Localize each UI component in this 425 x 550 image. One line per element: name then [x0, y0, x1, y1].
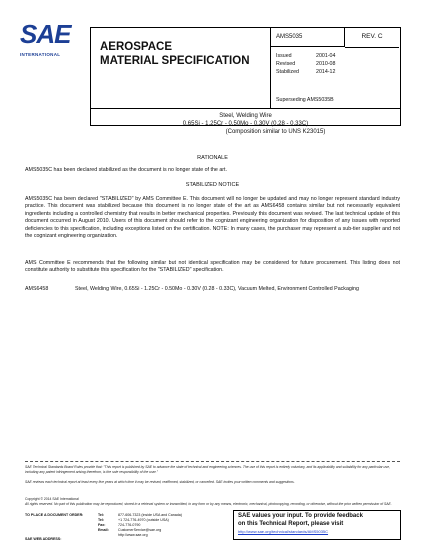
sae-logo — [20, 19, 71, 62]
reference-code: AMS6458 — [25, 286, 49, 292]
footer-divider — [25, 461, 400, 462]
contact-label: Tel: — [98, 513, 105, 517]
date-list — [276, 52, 335, 77]
reference-description: Steel, Welding Wire, 0.65Si - 1.25Cr - 0.50Mo - 0.30V (0.28 - 0.33C), Vacuum Melted, Environment Controlled Packaging — [75, 286, 359, 292]
stabilized-text: AMS5035C has been declared "STABILIZED" by AMS Committee E. This document will no longer be updated and may no longer represent standard industry practice. This document was stabilized because this document is no longer state of the art as AMS6458 contains similar but not necessarily equivalent ingredients including a controlled chemistry that results in better mechanical properties. Previously this document was revised. The last technical update of this document occurred in August 2010. Users of this document should refer to the cognizant engineering organization for disposition of any issues with reported deficiencies to this specification, including exceptions listed on the certification. NOTE: In many cases, the purchaser may represent a sub-tier supplier and not the cognizant engineering organization. — [25, 196, 400, 240]
date-row-stabilized — [276, 68, 335, 76]
date-value: 2014-12 — [316, 69, 336, 76]
copyright-notice: Copyright © 2014 SAE International — [25, 497, 79, 501]
contact-value[interactable]: CustomerService@sae.org — [118, 528, 162, 532]
title-line-1: AEROSPACE — [100, 41, 172, 53]
logo-wordmark: SAE — [20, 19, 71, 49]
recommendation-text: AMS Committee E recommends that the following similar but not identical specification may be considered for future procurement. This listing does not constitute authority to substitute this specification for the "STABILIZED" specification. — [25, 260, 400, 274]
stabilized-heading: STABILIZED NOTICE — [185, 182, 240, 188]
subject-block — [90, 108, 401, 138]
rationale-text: AMS5035C has been declared stabilized as the document is no longer state of the art. — [25, 167, 227, 173]
logo-tagline: INTERNATIONAL — [20, 52, 61, 57]
title-line-2: MATERIAL SPECIFICATION — [100, 55, 250, 67]
contact-row — [98, 533, 182, 538]
date-value: 2010-08 — [316, 61, 336, 68]
subject-line-3: (Composition similar to UNS K23015) — [225, 129, 326, 135]
date-row-issued — [276, 52, 335, 60]
contact-value[interactable]: http://www.sae.org — [118, 533, 148, 537]
web-address-label: SAE WEB ADDRESS: — [25, 537, 62, 541]
rights-notice: All rights reserved. No part of this publication may be reproduced, stored in a retrieval system or transmitted, in any form or by any means, electronic, mechanical, photocopying, recording, or otherwise, without the prior written permission of SAE. — [25, 502, 392, 506]
feedback-line-1: SAE values your input. To provide feedback — [238, 513, 363, 519]
footer-review-text: SAE reviews each technical report at least every five years at which time it may be revised, reaffirmed, stabilized, or cancelled. SAE invites your written comments and suggestions. — [25, 480, 295, 484]
footer-rules-text: SAE Technical Standards Board Rules provide that: "This report is published by SAE to advance the state of technical and engineering sciences. The use of this report is entirely voluntary, and its applicability and suitability for any particular use, including any patent infringement arising therefrom, is the sole responsibility of the user." — [25, 465, 390, 474]
date-row-revised — [276, 60, 335, 68]
feedback-link[interactable]: http://www.sae.org/technical/standards/AMS5035C — [238, 529, 329, 534]
document-number: AMS5035 — [270, 27, 345, 47]
feedback-line-2: on this Technical Report, please visit — [238, 521, 344, 527]
superseding-note: Superseding AMS5035B — [276, 97, 334, 103]
subject-line-1: Steel, Welding Wire — [219, 113, 272, 119]
subject-line-2: 0.65Si - 1.25Cr - 0.50Mo - 0.30V (0.28 - 0.33C) — [182, 121, 309, 127]
document-title — [100, 40, 250, 68]
date-label: Stabilized — [276, 69, 299, 76]
contact-list — [98, 513, 182, 538]
date-label: Revised — [276, 61, 296, 68]
date-value: 2001-04 — [316, 53, 336, 59]
rationale-heading: RATIONALE — [197, 155, 228, 161]
date-label: Issued — [276, 53, 292, 59]
contact-label: Fax: — [98, 523, 106, 527]
contact-value: 877-606-7323 (inside USA and Canada) — [118, 513, 182, 517]
order-label: TO PLACE A DOCUMENT ORDER: — [25, 513, 84, 517]
contact-value: 724-776-0790 — [118, 523, 141, 527]
contact-label: Tel: — [98, 518, 105, 522]
contact-label: Email: — [98, 528, 109, 532]
revision-label: REV. C — [345, 27, 399, 48]
contact-value: +1 724-776-4970 (outside USA) — [118, 518, 169, 522]
